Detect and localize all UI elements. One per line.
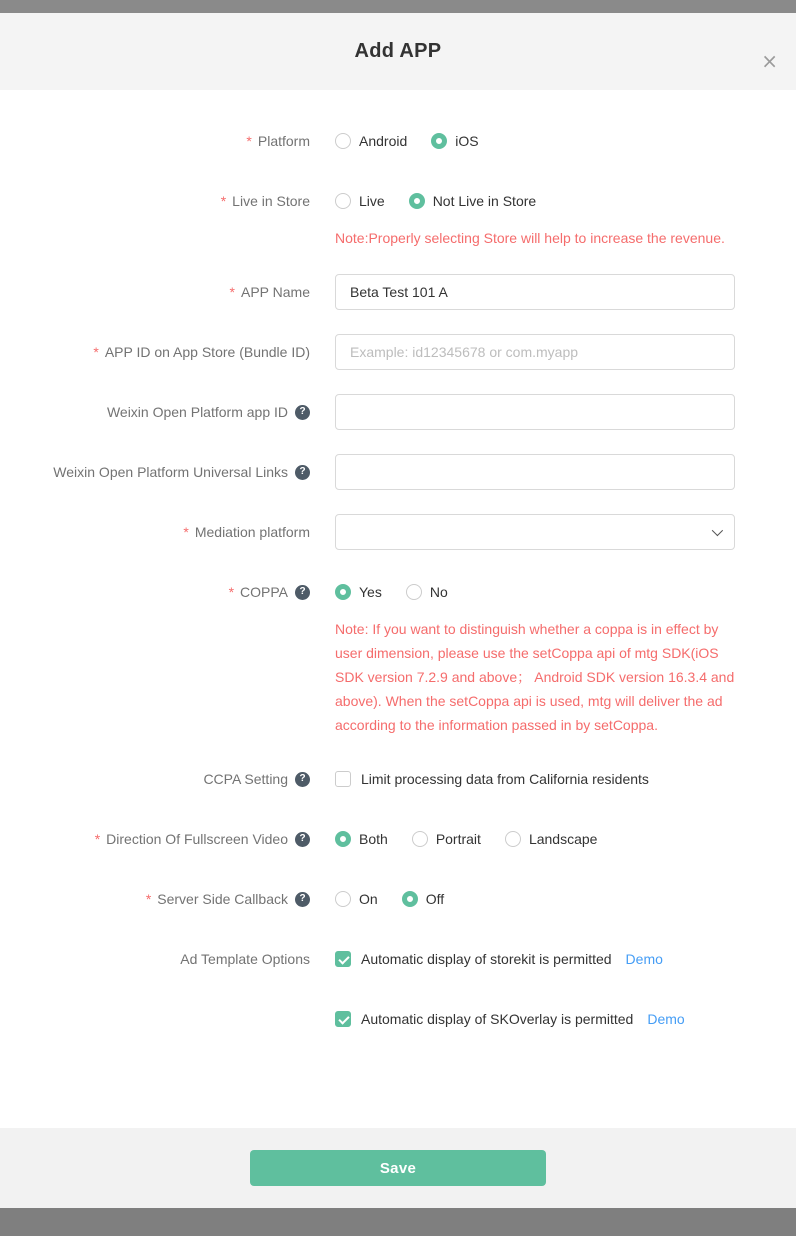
direction-label: Direction Of Fullscreen Video (106, 831, 288, 847)
live-radio-not-live[interactable] (409, 193, 537, 209)
platform-radio-android[interactable] (335, 133, 407, 149)
radio-selected-icon[interactable] (402, 891, 418, 907)
required-marker: * (183, 524, 189, 540)
live-in-store-radio-group (335, 183, 735, 219)
weixin-app-id-input[interactable] (335, 394, 735, 430)
form-row-weixin-universal-links (0, 454, 796, 490)
coppa-radio-no[interactable] (406, 584, 448, 600)
form-row-ad-template-options (0, 941, 796, 1037)
radio-unselected-icon[interactable] (406, 584, 422, 600)
radio-label: Off (425, 891, 445, 907)
checkbox-checked-icon[interactable] (335, 1011, 351, 1027)
weixin-app-id-label: Weixin Open Platform app ID (106, 404, 288, 420)
form-row-app-name (0, 274, 796, 310)
modal-header (0, 13, 796, 90)
live-in-store-label: Live in Store (232, 193, 310, 209)
app-id-input[interactable] (335, 334, 735, 370)
form-row-mediation-platform (0, 514, 796, 550)
form-row-coppa (0, 574, 796, 737)
radio-unselected-icon[interactable] (505, 831, 521, 847)
direction-radio-landscape[interactable] (505, 831, 598, 847)
radio-unselected-icon[interactable] (335, 133, 351, 149)
required-marker: * (246, 133, 252, 149)
form-row-server-callback (0, 881, 796, 917)
storekit-demo-link[interactable]: Demo (625, 951, 663, 967)
help-icon[interactable]: ? (295, 465, 310, 480)
platform-radio-ios[interactable] (431, 133, 478, 149)
live-in-store-note: Note:Properly selecting Store will help to increase the revenue. (335, 230, 725, 246)
radio-label: No (429, 584, 448, 600)
help-icon[interactable]: ? (295, 832, 310, 847)
app-id-label: APP ID on App Store (Bundle ID) (104, 344, 310, 360)
live-radio-live[interactable] (335, 193, 385, 209)
radio-selected-icon[interactable] (335, 584, 351, 600)
add-app-form (0, 90, 796, 1128)
skoverlay-demo-link[interactable]: Demo (647, 1011, 685, 1027)
form-row-ccpa (0, 761, 796, 797)
form-row-direction (0, 821, 796, 857)
coppa-radio-yes[interactable] (335, 584, 382, 600)
radio-unselected-icon[interactable] (412, 831, 428, 847)
ccpa-checkbox[interactable] (335, 771, 649, 787)
direction-radio-portrait[interactable] (412, 831, 481, 847)
mediation-platform-select[interactable] (335, 514, 735, 550)
mediation-platform-label: Mediation platform (194, 524, 310, 540)
radio-selected-icon[interactable] (409, 193, 425, 209)
radio-label: Yes (359, 584, 382, 600)
server-callback-radio-on[interactable] (335, 891, 378, 907)
checkbox-checked-icon[interactable] (335, 951, 351, 967)
help-icon[interactable]: ? (295, 405, 310, 420)
radio-label: On (359, 891, 378, 907)
platform-label: Platform (257, 133, 310, 149)
radio-label: Android (359, 133, 408, 149)
radio-unselected-icon[interactable] (335, 891, 351, 907)
coppa-label: COPPA (240, 584, 288, 600)
platform-radio-group (335, 123, 735, 159)
direction-radio-group (335, 821, 735, 857)
radio-unselected-icon[interactable] (335, 193, 351, 209)
radio-label: Live (359, 193, 385, 209)
server-callback-label: Server Side Callback (157, 891, 288, 907)
weixin-universal-links-label: Weixin Open Platform Universal Links (53, 464, 288, 480)
storekit-checkbox[interactable] (335, 951, 612, 967)
checkbox-label: Limit processing data from California residents (361, 771, 649, 787)
radio-selected-icon[interactable] (431, 133, 447, 149)
close-icon[interactable]: × (761, 49, 778, 73)
required-marker: * (228, 584, 235, 600)
help-icon[interactable]: ? (295, 892, 310, 907)
radio-label: iOS (455, 133, 479, 149)
required-marker: * (94, 831, 101, 847)
form-row-platform (0, 123, 796, 159)
checkbox-label: Automatic display of storekit is permitted (361, 951, 612, 967)
modal-title: Add APP (354, 40, 442, 62)
server-callback-radio-group (335, 881, 735, 917)
radio-selected-icon[interactable] (335, 831, 351, 847)
radio-label: Both (359, 831, 388, 847)
required-marker: * (220, 193, 227, 209)
required-marker: * (93, 344, 99, 360)
ccpa-label: CCPA Setting (203, 771, 288, 787)
form-row-app-id (0, 334, 796, 370)
app-name-label: APP Name (241, 284, 310, 300)
radio-label: Portrait (435, 831, 481, 847)
modal-footer (0, 1128, 796, 1208)
help-icon[interactable]: ? (295, 585, 310, 600)
help-icon[interactable]: ? (295, 772, 310, 787)
server-callback-radio-off[interactable] (402, 891, 444, 907)
radio-label: Not Live in Store (432, 193, 537, 209)
required-marker: * (229, 284, 235, 300)
form-row-weixin-app-id (0, 394, 796, 430)
direction-radio-both[interactable] (335, 831, 388, 847)
form-row-live-in-store (0, 183, 796, 250)
radio-label: Landscape (528, 831, 598, 847)
chevron-down-icon (712, 525, 723, 536)
overlay-backdrop-top (0, 0, 796, 13)
ad-template-options-label: Ad Template Options (180, 951, 310, 967)
coppa-radio-group (335, 574, 735, 610)
overlay-backdrop-bottom (0, 1208, 796, 1236)
coppa-note: Note: If you want to distinguish whether a coppa is in effect by user dimension, please use the setCoppa api of mtg SDK(iOS SDK version 7.2.9 and above； Android SDK version 16.3.4 and above). When the setCoppa api is used, mtg will deliver the ad according to the information passed in by setCoppa. (335, 621, 735, 733)
weixin-universal-links-input[interactable] (335, 454, 735, 490)
skoverlay-checkbox[interactable] (335, 1011, 633, 1027)
app-name-input[interactable] (335, 274, 735, 310)
checkbox-label: Automatic display of SKOverlay is permitted (361, 1011, 634, 1027)
save-button[interactable]: Save (250, 1150, 546, 1186)
checkbox-unchecked-icon[interactable] (335, 771, 351, 787)
required-marker: * (145, 891, 152, 907)
